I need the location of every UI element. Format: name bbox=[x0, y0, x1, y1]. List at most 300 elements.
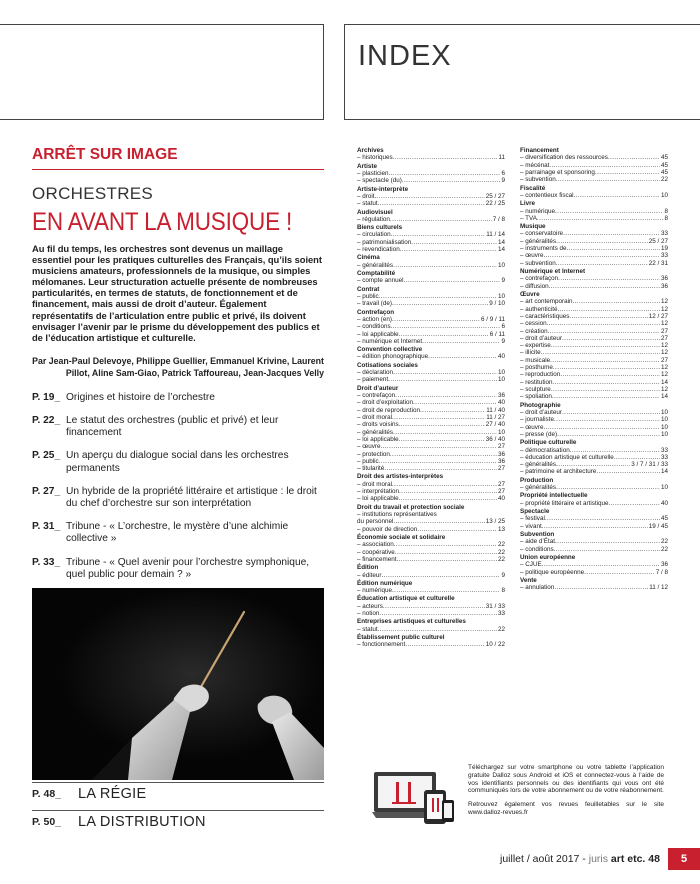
index-entry-term: – revendication bbox=[357, 246, 400, 254]
index-entry bbox=[520, 468, 668, 475]
index-column-right bbox=[520, 146, 668, 591]
index-entry-leader bbox=[428, 353, 497, 360]
index-entry-pages: 9 bbox=[501, 177, 505, 185]
index-heading: Artiste bbox=[357, 162, 377, 170]
toc-item[interactable] bbox=[32, 450, 324, 474]
index-entry-leader bbox=[548, 328, 660, 335]
index-entry bbox=[520, 215, 668, 222]
toc-text: Un hybride de la propriété littéraire et artistique : le droit du chef d’orchestre sur son interprétation bbox=[66, 485, 317, 510]
index-heading: Fiscalité bbox=[520, 184, 546, 192]
index-entry-leader bbox=[609, 500, 660, 507]
index-entry bbox=[357, 231, 505, 238]
index-entry bbox=[520, 409, 668, 416]
toc-page: P. 31_ bbox=[32, 521, 61, 533]
index-entry-term: – TVA bbox=[520, 214, 537, 222]
index-entry-leader bbox=[596, 468, 660, 475]
index-heading: Numérique et Internet bbox=[520, 268, 586, 275]
index-entry-leader bbox=[562, 409, 660, 416]
index-entry-pages: 12 bbox=[660, 349, 668, 357]
index-entry bbox=[520, 252, 668, 259]
index-entry bbox=[357, 518, 505, 525]
index-entry bbox=[520, 283, 668, 290]
index-title: INDEX bbox=[358, 40, 452, 72]
index-entry bbox=[520, 306, 668, 313]
index-entry bbox=[357, 399, 505, 406]
footer-journal-prefix: juris bbox=[588, 853, 611, 865]
index-entry-pages: 10 bbox=[497, 261, 505, 269]
index-entry-term: – diversification des ressources bbox=[520, 154, 608, 162]
index-entry-pages: 10 bbox=[660, 191, 668, 199]
index-entry-leader bbox=[413, 399, 497, 406]
index-entry bbox=[357, 193, 505, 200]
bottom-link-page: P. 48_ bbox=[32, 788, 62, 800]
index-entry-term: – patrimoine et architecture bbox=[520, 468, 597, 476]
index-entry-term: – cession bbox=[520, 320, 547, 328]
index-entry-term: – généralités bbox=[357, 428, 394, 436]
index-entry-term: – conservatoire bbox=[520, 230, 564, 238]
index-entry-term: – mécénat bbox=[520, 161, 550, 169]
toc-text: Un aperçu du dialogue social dans les orchestres permanents bbox=[66, 450, 289, 474]
index-entry-term: – plasticien bbox=[357, 169, 389, 177]
index-entry bbox=[357, 458, 505, 465]
index-entry bbox=[357, 421, 505, 428]
index-entry-term: – contrefaçon bbox=[357, 392, 396, 399]
index-entry-term: – œuvre bbox=[520, 423, 544, 431]
index-entry-leader bbox=[400, 246, 497, 253]
index-entry-pages: 25 / 27 bbox=[485, 192, 505, 200]
index-heading: Édition numérique bbox=[357, 579, 413, 587]
index-entry-term: – conditions bbox=[357, 323, 391, 331]
index-entry-term: – subvention bbox=[520, 259, 556, 267]
index-entry-pages: 22 / 31 bbox=[648, 259, 668, 267]
index-entry bbox=[357, 641, 505, 648]
index-entry bbox=[357, 556, 505, 563]
index-entry-term: – protection bbox=[357, 450, 390, 458]
index-entry-leader bbox=[399, 488, 497, 495]
index-heading: Entreprises artistiques et culturelles bbox=[357, 618, 466, 626]
index-entry bbox=[357, 436, 505, 443]
toc-item[interactable] bbox=[32, 521, 324, 545]
index-entry-term: – numérique et Internet bbox=[357, 337, 423, 345]
index-entry-term: – coopérative bbox=[357, 548, 395, 556]
index-entry-pages: 36 bbox=[660, 282, 668, 290]
index-entry-leader bbox=[397, 556, 497, 563]
index-entry-pages: 10 bbox=[660, 423, 668, 431]
index-entry-leader bbox=[614, 454, 660, 461]
index-heading: Établissement public culturel bbox=[357, 634, 445, 641]
index-entry-pages: 9 bbox=[501, 337, 505, 345]
toc-item[interactable] bbox=[32, 486, 324, 510]
table-of-contents bbox=[32, 392, 324, 581]
index-entry-leader bbox=[557, 431, 660, 438]
index-entry-term: – régulation bbox=[357, 215, 390, 223]
toc-page: P. 22_ bbox=[32, 415, 61, 427]
index-entry-term: – art contemporain bbox=[520, 298, 573, 306]
index-heading: Droit du travail et protection sociale bbox=[357, 503, 465, 511]
index-entry-term: – journaliste bbox=[520, 416, 554, 424]
index-entry bbox=[520, 192, 668, 199]
index-entry bbox=[520, 523, 668, 530]
index-entry-leader bbox=[404, 277, 501, 284]
index-heading: Politique culturelle bbox=[520, 439, 577, 447]
index-entry-term: – compte annuel bbox=[357, 277, 404, 285]
index-entry-leader bbox=[556, 461, 630, 468]
index-entry bbox=[520, 328, 668, 335]
index-entry bbox=[520, 208, 668, 215]
index-entry-leader bbox=[390, 451, 497, 458]
index-entry-pages: 7 / 8 bbox=[492, 215, 505, 223]
index-heading: Financement bbox=[520, 147, 559, 154]
index-entry-term: – œuvre bbox=[520, 252, 544, 260]
index-entry-pages: 10 bbox=[497, 292, 505, 300]
index-entry-leader bbox=[567, 245, 660, 252]
footer-date: juillet / août 2017 - bbox=[500, 853, 589, 865]
index-heading: Cinéma bbox=[357, 254, 380, 262]
index-entry-term: – spectacle (du) bbox=[357, 177, 402, 185]
footer-journal: art etc. 48 bbox=[610, 853, 660, 865]
category-label: ORCHESTRES bbox=[32, 184, 154, 203]
index-entry bbox=[357, 549, 505, 556]
index-entry-leader bbox=[392, 300, 488, 307]
index-entry-term: – propriété littéraire et artistique bbox=[520, 499, 609, 507]
index-entry-pages: 33 bbox=[660, 230, 668, 238]
index-entry-term: – droit d’auteur bbox=[520, 408, 563, 416]
index-entry-leader bbox=[552, 393, 660, 400]
index-entry-leader bbox=[573, 298, 660, 305]
index-entry-leader bbox=[392, 587, 500, 594]
index-entry bbox=[357, 465, 505, 472]
index-entry bbox=[357, 610, 505, 617]
index-entry-term: – droit d’auteur bbox=[520, 334, 563, 342]
index-entry bbox=[357, 262, 505, 269]
index-heading: Audiovisuel bbox=[357, 208, 393, 216]
index-entry-pages: 14 bbox=[497, 246, 505, 254]
authors: Par Jean-Paul Delevoye, Philippe Guellier, Emmanuel Krivine, Laurent Pillot, Aline Sam-Giao, Patrick Taffoureau, Jean-Jacques Velly bbox=[32, 355, 324, 378]
index-entry-leader bbox=[399, 331, 489, 338]
index-entry-pages: 27 bbox=[660, 327, 668, 335]
index-entry-term: – parrainage et sponsoring bbox=[520, 168, 595, 176]
index-entry-pages: 22 bbox=[660, 176, 668, 184]
index-entry-pages: 27 bbox=[497, 488, 505, 496]
index-entry-pages: 22 bbox=[497, 555, 505, 563]
index-entry-term: – éditeur bbox=[357, 571, 382, 579]
toc-page: P. 33_ bbox=[32, 556, 61, 568]
index-entry-term: – paiement bbox=[357, 376, 389, 384]
bottom-link-page: P. 50_ bbox=[32, 816, 62, 828]
index-entry-term: – circulation bbox=[357, 231, 391, 239]
index-entry-leader bbox=[402, 177, 501, 184]
index-entry-leader bbox=[379, 610, 497, 617]
index-entry bbox=[520, 275, 668, 282]
index-entry-term: – travail (de) bbox=[357, 300, 392, 308]
index-entry-pages: 22 bbox=[497, 548, 505, 556]
toc-text: Le statut des orchestres (public et privé) et leur financement bbox=[66, 415, 279, 439]
index-entry-pages: 12 bbox=[660, 342, 668, 350]
index-entry bbox=[520, 561, 668, 568]
index-entry bbox=[357, 316, 505, 323]
index-entry-pages: 36 / 40 bbox=[485, 435, 505, 443]
index-entry-term: – diffusion bbox=[520, 282, 549, 290]
index-entry bbox=[357, 369, 505, 376]
index-entry-term: – généralités bbox=[520, 484, 557, 492]
index-entry-term: – notion bbox=[357, 610, 380, 618]
index-entry-leader bbox=[375, 193, 485, 200]
index-entry-pages: 11 / 27 bbox=[486, 413, 505, 421]
index-entry bbox=[520, 298, 668, 305]
index-entry-pages: 45 bbox=[660, 515, 668, 523]
index-entry bbox=[520, 364, 668, 371]
index-entry bbox=[520, 154, 668, 161]
index-entry-pages: 8 bbox=[501, 587, 505, 595]
index-entry bbox=[357, 170, 505, 177]
index-entry-leader bbox=[393, 369, 497, 376]
index-entry-pages: 3 / 7 / 31 / 33 bbox=[631, 461, 668, 469]
index-entry-pages: 8 bbox=[664, 214, 668, 222]
headline: EN AVANT LA MUSIQUE ! bbox=[32, 208, 293, 236]
section-label: ARRÊT SUR IMAGE bbox=[32, 146, 324, 170]
index-entry bbox=[357, 154, 505, 161]
index-entry-pages: 13 bbox=[497, 525, 505, 533]
index-entry bbox=[520, 515, 668, 522]
toc-item[interactable] bbox=[32, 415, 324, 439]
index-entry-term: – conditions bbox=[520, 545, 554, 553]
index-entry-pages: 40 bbox=[497, 495, 505, 503]
index-entry-term: – sculpture bbox=[520, 386, 551, 393]
index-entry-leader bbox=[395, 392, 497, 399]
index-entry-pages: 27 bbox=[497, 480, 505, 488]
index-entry-leader bbox=[556, 176, 660, 183]
index-entry-leader bbox=[378, 626, 497, 633]
index-entry bbox=[520, 230, 668, 237]
index-heading: Convention collective bbox=[357, 346, 423, 354]
index-entry bbox=[520, 342, 668, 349]
index-entry-term: – droit bbox=[357, 192, 375, 200]
index-entry-leader bbox=[595, 169, 660, 176]
index-entry bbox=[520, 461, 668, 468]
index-entry-pages: 36 bbox=[497, 457, 505, 465]
index-entry-leader bbox=[422, 338, 500, 345]
index-entry-term: – aide d’État bbox=[520, 538, 556, 546]
index-entry-pages: 10 bbox=[497, 428, 505, 436]
index-entry-leader bbox=[553, 379, 660, 386]
index-entry-pages: 12 bbox=[660, 305, 668, 313]
index-entry-pages: 10 bbox=[660, 430, 668, 438]
index-entry-term: – association bbox=[357, 541, 394, 549]
index-heading: Musique bbox=[520, 223, 546, 231]
index-heading: Éducation artistique et culturelle bbox=[357, 595, 455, 603]
index-entry bbox=[357, 511, 505, 518]
index-entry-pages: 27 bbox=[497, 443, 505, 451]
index-entry-term: – droit moral bbox=[357, 480, 392, 488]
index-entry bbox=[520, 584, 668, 591]
index-entry-leader bbox=[569, 313, 647, 320]
index-entry-pages: 14 bbox=[660, 378, 668, 386]
index-heading: Contrefaçon bbox=[357, 308, 395, 316]
index-entry-term: – instruments de bbox=[520, 245, 567, 253]
index-heading: Biens culturels bbox=[357, 224, 403, 232]
index-entry-pages: 22 bbox=[660, 545, 668, 553]
index-entry-leader bbox=[388, 376, 497, 383]
index-entry-term: – reproduction bbox=[520, 371, 561, 379]
index-entry-term: – droit de reproduction bbox=[357, 406, 421, 414]
index-heading: Économie sociale et solidaire bbox=[357, 533, 446, 541]
index-entry-leader bbox=[551, 342, 660, 349]
index-entry-pages: 6 bbox=[501, 323, 505, 331]
index-entry bbox=[520, 245, 668, 252]
index-entry-pages: 10 bbox=[660, 408, 668, 416]
index-entry-pages: 27 bbox=[497, 465, 505, 473]
app-promo-link-text[interactable]: Retrouvez également vos revues feuilletables sur le site www.dalloz-revues.fr bbox=[468, 801, 664, 816]
index-entry bbox=[357, 200, 505, 207]
app-promo-paragraph: Téléchargez sur votre smartphone ou votre tablette l’application gratuite Dalloz sous Android et iOS et connectez-vous à l’aide de vos identifiants personnels ou des identifiants qui vous ont été communiqués lors de votre abonnement ou de votre réabonnement. bbox=[468, 764, 664, 795]
index-entry-leader bbox=[393, 429, 497, 436]
index-entry-leader bbox=[537, 215, 664, 222]
index-entry-pages: 40 bbox=[660, 499, 668, 507]
index-entry bbox=[520, 484, 668, 491]
index-entry bbox=[520, 431, 668, 438]
index-entry-leader bbox=[392, 481, 497, 488]
index-entry-leader bbox=[399, 495, 497, 502]
index-entry bbox=[357, 443, 505, 450]
link-la-regie[interactable] bbox=[32, 782, 324, 805]
index-entry-leader bbox=[392, 316, 480, 323]
index-entry-leader bbox=[420, 407, 485, 414]
index-entry-leader bbox=[556, 260, 648, 267]
index-entry-term: – expertise bbox=[520, 342, 551, 350]
index-entry-leader bbox=[570, 447, 660, 454]
index-entry-pages: 33 bbox=[660, 252, 668, 260]
index-entry-pages: 33 bbox=[497, 610, 505, 618]
index-entry bbox=[357, 587, 505, 594]
index-entry-term: – fonctionnement bbox=[357, 641, 406, 649]
index-entry-pages: 33 bbox=[660, 453, 668, 461]
link-la-distribution[interactable] bbox=[32, 810, 324, 833]
index-entry bbox=[357, 414, 505, 421]
index-entry-leader bbox=[574, 192, 660, 199]
index-heading: Artiste-interprète bbox=[357, 185, 409, 193]
index-entry-pages: 11 / 14 bbox=[486, 231, 505, 239]
conductor-photo bbox=[32, 588, 324, 780]
index-entry-term: – démocratisation bbox=[520, 446, 570, 454]
index-entry bbox=[520, 500, 668, 507]
index-entry bbox=[520, 169, 668, 176]
index-entry-pages: 45 bbox=[660, 154, 668, 162]
index-entry-leader bbox=[390, 216, 492, 223]
index-entry-pages: 11 / 12 bbox=[649, 584, 668, 592]
index-entry-leader bbox=[417, 526, 497, 533]
index-entry bbox=[357, 572, 505, 579]
index-entry bbox=[357, 407, 505, 414]
index-entry bbox=[357, 300, 505, 307]
index-entry bbox=[357, 392, 505, 399]
index-entry-leader bbox=[383, 603, 485, 610]
index-entry-leader bbox=[562, 335, 660, 342]
index-entry-term: – caractéristiques bbox=[520, 312, 570, 320]
index-entry-leader bbox=[563, 230, 660, 237]
index-entry bbox=[357, 626, 505, 633]
index-entry bbox=[520, 176, 668, 183]
index-heading: Photographie bbox=[520, 401, 561, 409]
index-entry-pages: 22 / 25 bbox=[485, 200, 505, 208]
index-entry bbox=[357, 603, 505, 610]
index-entry-term: – contrefaçon bbox=[520, 275, 559, 283]
index-entry-pages: 12 bbox=[660, 371, 668, 379]
index-entry-term: – action (en) bbox=[357, 315, 393, 323]
devices-icon bbox=[372, 768, 456, 832]
index-entry-pages: 33 bbox=[660, 446, 668, 454]
toc-item[interactable] bbox=[32, 557, 324, 581]
index-heading: Production bbox=[520, 476, 554, 484]
index-entry bbox=[357, 488, 505, 495]
article-column bbox=[32, 146, 324, 592]
index-entry-term: – politique européenne bbox=[520, 568, 585, 576]
index-entry-pages: 13 / 25 bbox=[485, 518, 505, 526]
index-entry-leader bbox=[399, 421, 485, 428]
index-entry bbox=[520, 416, 668, 423]
page-number-badge: 5 bbox=[668, 848, 700, 870]
index-entry-leader bbox=[378, 200, 485, 207]
index-entry bbox=[357, 277, 505, 284]
index-entry-term: – institutions représentatives bbox=[357, 511, 437, 518]
index-entry bbox=[520, 335, 668, 342]
index-entry bbox=[357, 177, 505, 184]
index-entry-term: – loi applicable bbox=[357, 330, 399, 338]
index-entry-leader bbox=[379, 458, 497, 465]
index-entry-leader bbox=[391, 231, 486, 238]
index-heading: Cotisations sociales bbox=[357, 361, 418, 369]
index-column-left bbox=[357, 146, 505, 649]
index-entry-pages: 14 bbox=[660, 468, 668, 476]
index-entry bbox=[357, 331, 505, 338]
index-heading: Droit d’auteur bbox=[357, 384, 399, 392]
index-entry-term: – posthume bbox=[520, 364, 553, 372]
index-entry-pages: 10 / 22 bbox=[485, 641, 505, 649]
toc-text: Origines et histoire de l’orchestre bbox=[66, 391, 215, 403]
index-entry-pages: 40 bbox=[497, 353, 505, 361]
toc-item[interactable] bbox=[32, 392, 324, 404]
index-entry bbox=[520, 349, 668, 356]
index-heading: Livre bbox=[520, 200, 536, 208]
index-entry bbox=[357, 246, 505, 253]
index-entry bbox=[520, 386, 668, 393]
index-entry-leader bbox=[405, 641, 484, 648]
index-entry-leader bbox=[395, 549, 497, 556]
index-entry-term: – contentieux fiscal bbox=[520, 191, 574, 199]
index-heading: Œuvre bbox=[520, 290, 540, 298]
index-entry-leader bbox=[393, 154, 498, 161]
index-entry-term: – titularité bbox=[357, 465, 385, 473]
index-entry-leader bbox=[393, 518, 484, 525]
index-entry-pages: 12 bbox=[660, 320, 668, 328]
index-entry-leader bbox=[553, 364, 660, 371]
index-entry bbox=[357, 338, 505, 345]
index-heading: Édition bbox=[357, 564, 379, 572]
index-entry-term: – droits voisins bbox=[357, 421, 399, 429]
index-entry-leader bbox=[399, 436, 485, 443]
index-entry-pages: 10 bbox=[497, 376, 505, 384]
index-entry-leader bbox=[545, 515, 660, 522]
index-entry-term: – historiques bbox=[357, 154, 393, 162]
index-heading: Subvention bbox=[520, 530, 555, 538]
index-entry-pages: 45 bbox=[660, 168, 668, 176]
index-heading: Spectacle bbox=[520, 508, 550, 515]
index-entry-term: – création bbox=[520, 327, 548, 335]
index-entry-pages: 10 bbox=[660, 484, 668, 492]
index-entry bbox=[357, 481, 505, 488]
index-entry-leader bbox=[549, 283, 660, 290]
toc-text: Tribune - « Quel avenir pour l’orchestre symphonique, quel public pour demain ? » bbox=[66, 556, 310, 580]
index-entry-term: du personnel bbox=[357, 518, 394, 526]
